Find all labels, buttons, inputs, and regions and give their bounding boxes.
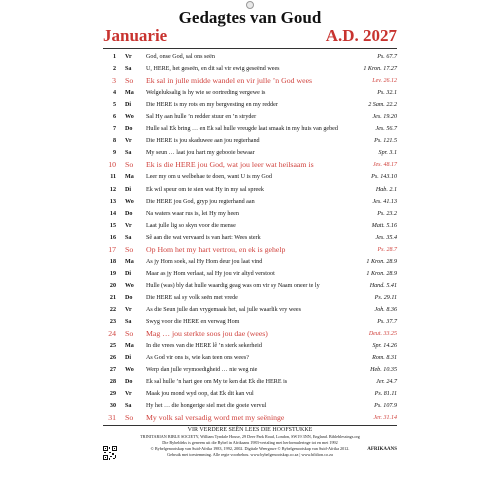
day-number: 3 — [112, 76, 116, 86]
weekday-label: Wo — [125, 114, 134, 121]
day-number: 2 — [112, 66, 116, 73]
verse-text: Die HERE is jou skaduwee aan jou regterhand — [146, 138, 260, 145]
day-number: 7 — [112, 126, 116, 133]
weekday-label: So — [125, 160, 134, 170]
scripture-reference: Jes. 41.13 — [372, 198, 397, 205]
scripture-reference: 2 Sam. 22.2 — [368, 102, 397, 109]
verse-text: Na waters waar rus is, lei Hy my heen — [146, 210, 239, 217]
verse-text: Sal Hy aan hulle ’n redder stuur en ’n stryder — [146, 114, 257, 121]
weekday-label: Do — [125, 294, 133, 301]
weekday-label: So — [125, 413, 134, 423]
weekday-label: Wo — [125, 198, 134, 205]
day-number: 11 — [110, 174, 116, 181]
qr-code-icon — [103, 446, 117, 460]
weekday-label: Ma — [125, 90, 134, 97]
day-row — [103, 244, 397, 256]
verse-text: Op Hom het my hart vertrou, en ek is gehelp — [146, 244, 286, 254]
scripture-reference: Hab. 2.1 — [375, 186, 397, 193]
weekday-label: Wo — [125, 282, 134, 289]
verse-text: God, onse God, sal ons seën — [146, 54, 215, 60]
verse-text: Maar as jy Hom verlaat, sal Hy jou vir altyd verstoot — [146, 270, 275, 277]
year-label: A.D. 2027 — [325, 26, 397, 45]
day-row — [103, 256, 397, 268]
verse-text: Die HERE is my rots en my bergvesting en my redder — [146, 102, 278, 109]
day-row — [103, 340, 397, 352]
day-number: 19 — [109, 270, 116, 277]
day-row — [103, 388, 397, 400]
day-row — [103, 412, 397, 424]
weekday-label: Vr — [125, 391, 132, 398]
verse-text: Swyg voor die HERE en verwag Hom — [146, 319, 240, 326]
day-row — [103, 280, 397, 292]
day-row — [103, 364, 397, 376]
day-list — [103, 51, 397, 424]
weekday-label: Sa — [125, 403, 132, 410]
scripture-reference: Jer. 24.7 — [376, 379, 397, 386]
weekday-label: Ma — [125, 258, 134, 265]
weekday-label: Di — [125, 270, 132, 277]
day-row — [103, 268, 397, 280]
verse-text: My seun … laat jou hart my gebooie bewaar — [146, 150, 255, 157]
day-row — [103, 220, 397, 232]
day-row — [103, 171, 397, 183]
scripture-reference: Ps. 29.11 — [374, 294, 397, 301]
verse-text: Sê aan die wat vervaard is van hart: Wees sterk — [146, 234, 261, 241]
day-row — [103, 352, 397, 364]
scripture-reference: Ps. 28.7 — [377, 246, 397, 253]
day-row — [103, 99, 397, 111]
calendar-title: Gedagtes van Goud — [178, 8, 322, 27]
scripture-reference: Jes. 48.17 — [372, 162, 397, 169]
verse-text: U, HERE, het geseën, en dit sal vir ewig geseënd wees — [146, 66, 280, 73]
day-row — [103, 147, 397, 159]
verse-text: Ek is die HERE jou God, wat jou leer wat heilsaam is — [146, 160, 314, 170]
day-number: 21 — [109, 294, 116, 301]
header-divider — [103, 48, 397, 49]
day-number: 18 — [109, 258, 116, 265]
weekday-label: Do — [125, 126, 133, 133]
verse-text: As die Seun julle dan vrygemaak het, sal julle waarlik vry wees — [146, 306, 302, 313]
day-number: 12 — [109, 186, 116, 193]
verse-text: Mag … jou sterkte soos jou dae (wees) — [146, 329, 268, 339]
footer-line: TRINITARIAN BIBLE SOCIETY, William Tyndale House, 29 Deer Park Road, London, SW19 3NN, England. Bibleblessings.org — [140, 434, 360, 439]
day-number: 30 — [109, 403, 116, 410]
scripture-reference: Ps. 121.5 — [374, 138, 397, 145]
day-number: 5 — [112, 102, 116, 109]
scripture-reference: Jer. 31.14 — [373, 415, 397, 422]
day-number: 27 — [109, 367, 116, 374]
day-row — [103, 87, 397, 99]
day-row — [103, 316, 397, 328]
verse-text: Werp dan julle vrymoedigheid … nie weg nie — [146, 367, 258, 374]
verse-text: Leer my om u welbehae te doen, want U is my God — [146, 174, 272, 181]
scripture-reference: Ps. 32.1 — [377, 90, 397, 97]
scripture-reference: Heb. 10.35 — [370, 367, 397, 374]
footer-line: Gebruik met toestemming. Alle regte voorbehou. www.bybelgenootskap.co.za | www.biblion.co.za — [167, 452, 333, 457]
verse-text: My volk sal versadig word met my seëninge — [146, 413, 285, 423]
day-number: 14 — [109, 210, 116, 217]
weekday-label: Di — [125, 102, 132, 109]
scripture-reference: Ps. 37.7 — [377, 319, 397, 326]
day-row — [103, 328, 397, 340]
scripture-reference: Ps. 107.9 — [374, 403, 397, 410]
day-row — [103, 184, 397, 196]
verse-text: In die vrees van die HERE lê ’n sterk sekerheid — [146, 343, 262, 350]
weekday-label: Wo — [125, 367, 134, 374]
scripture-reference: Jes. 19.20 — [372, 114, 397, 121]
footer — [103, 427, 397, 458]
day-number: 15 — [109, 222, 116, 229]
weekday-label: Di — [125, 355, 132, 362]
weekday-label: Ma — [125, 343, 134, 350]
scripture-reference: Ps. 143.10 — [371, 174, 397, 181]
day-number: 20 — [109, 282, 116, 289]
day-number: 16 — [109, 234, 116, 241]
verse-text: As God vir ons is, wie kan teen ons wees? — [146, 355, 249, 362]
day-row — [103, 208, 397, 220]
scripture-reference: Jes. 56.7 — [375, 126, 397, 133]
day-row — [103, 75, 397, 87]
weekday-label: Ma — [125, 174, 134, 181]
day-row — [103, 376, 397, 388]
footer-line: Die Bybeldeks is geneem uit die Bybel in Afrikaans 1983-vertaling met herformuleringe tot en met 1992 — [162, 440, 338, 445]
day-number: 10 — [108, 160, 116, 170]
scripture-reference: Rom. 8.31 — [372, 355, 397, 362]
weekday-label: Sa — [125, 150, 132, 157]
scripture-reference: Lev. 26.12 — [372, 78, 397, 85]
verse-text: Hulle (was) bly dat hulle waardig geag was om vir sy Naam oneer te ly — [146, 282, 320, 289]
day-number: 13 — [109, 198, 116, 205]
day-number: 23 — [109, 319, 116, 326]
day-number: 31 — [108, 413, 116, 423]
verse-text: Hulle sal Ek bring … en Ek sal hulle vreugde laat smaak in my huis van gebed — [146, 126, 338, 133]
weekday-label: Vr — [125, 138, 132, 145]
weekday-label: Sa — [125, 234, 132, 241]
scripture-reference: 1 Kron. 17.27 — [363, 66, 397, 73]
verse-text: As jy Hom soek, sal Hy Hom deur jou laat vind — [146, 258, 263, 265]
scripture-reference: Matt. 5.16 — [371, 222, 397, 229]
scripture-reference: Joh. 8.36 — [374, 306, 397, 313]
footer-line: © Bybelgenootskap van Suid-Afrika 1983, 1992, 2002. Digitale Weergawe © Bybelgenootskap van Suid-Afrika 2012. — [150, 446, 350, 451]
scripture-reference: Ps. 81.11 — [374, 391, 397, 398]
day-number: 26 — [109, 355, 116, 362]
scripture-reference: Ps. 23.2 — [377, 210, 397, 217]
verse-text: Maak jou mond wyd oop, dat Ek dit kan vul — [146, 391, 254, 398]
day-row — [103, 123, 397, 135]
day-row — [103, 232, 397, 244]
weekday-label: So — [125, 329, 134, 339]
day-number: 29 — [109, 391, 116, 398]
day-row — [103, 400, 397, 412]
footer-heading: VIR VERDERE SEËN LEES DIE HOOFSTUKKE — [187, 427, 313, 433]
weekday-label: Sa — [125, 319, 132, 326]
verse-text: Hy het … die hongerige siel met die goeie vervul — [146, 403, 267, 410]
scripture-reference: Hand. 5.41 — [369, 282, 397, 289]
day-number: 9 — [112, 150, 116, 157]
scripture-reference: Jes. 35.4 — [375, 234, 397, 241]
footer-divider — [103, 425, 397, 426]
weekday-label: Vr — [125, 306, 132, 313]
day-row — [103, 111, 397, 123]
day-number: 24 — [108, 329, 116, 339]
day-number: 25 — [109, 343, 116, 350]
day-number: 17 — [108, 244, 116, 254]
day-row — [103, 159, 397, 171]
scripture-reference: Spr. 3.1 — [378, 150, 397, 157]
day-number: 8 — [112, 138, 116, 145]
weekday-label: So — [125, 244, 134, 254]
weekday-label: So — [125, 76, 134, 86]
day-row — [103, 63, 397, 75]
day-row — [103, 304, 397, 316]
day-number: 28 — [109, 379, 116, 386]
weekday-label: Di — [125, 186, 132, 193]
day-number: 6 — [112, 114, 116, 121]
weekday-label: Do — [125, 210, 133, 217]
verse-text: Die HERE jou God, gryp jou regterhand aan — [146, 198, 255, 205]
day-number: 4 — [112, 90, 116, 97]
verse-text: Laat julle lig so skyn voor die mense — [146, 222, 236, 229]
weekday-label: Vr — [125, 54, 132, 60]
scripture-reference: Deut. 33.25 — [368, 331, 397, 338]
scripture-reference: Spr. 14.26 — [372, 343, 397, 350]
verse-text: Welgeluksalig is hy wie se oortreding vergewe is — [146, 90, 266, 97]
language-label: AFRIKAANS — [367, 447, 397, 452]
day-row — [103, 51, 397, 63]
weekday-label: Sa — [125, 66, 132, 73]
verse-text: Die HERE sal sy volk seën met vrede — [146, 294, 238, 301]
day-row — [103, 135, 397, 147]
scripture-reference: Ps. 67.7 — [377, 54, 397, 60]
day-number: 22 — [109, 306, 116, 313]
verse-text: Ek sal in julle midde wandel en vir julle ’n God wees — [146, 76, 313, 86]
month-name: Januarie — [103, 26, 168, 45]
verse-text: Ek sal hulle ’n hart gee om My te ken dat Ek die HERE is — [146, 379, 288, 386]
weekday-label: Vr — [125, 222, 132, 229]
scripture-reference: 1 Kron. 28.9 — [366, 270, 397, 277]
day-row — [103, 196, 397, 208]
verse-text: Ek wil speur om te sien wat Hy in my sal spreek — [146, 186, 264, 193]
scripture-reference: 1 Kron. 28.9 — [366, 258, 397, 265]
weekday-label: Do — [125, 379, 133, 386]
day-row — [103, 292, 397, 304]
day-number: 1 — [112, 54, 116, 60]
